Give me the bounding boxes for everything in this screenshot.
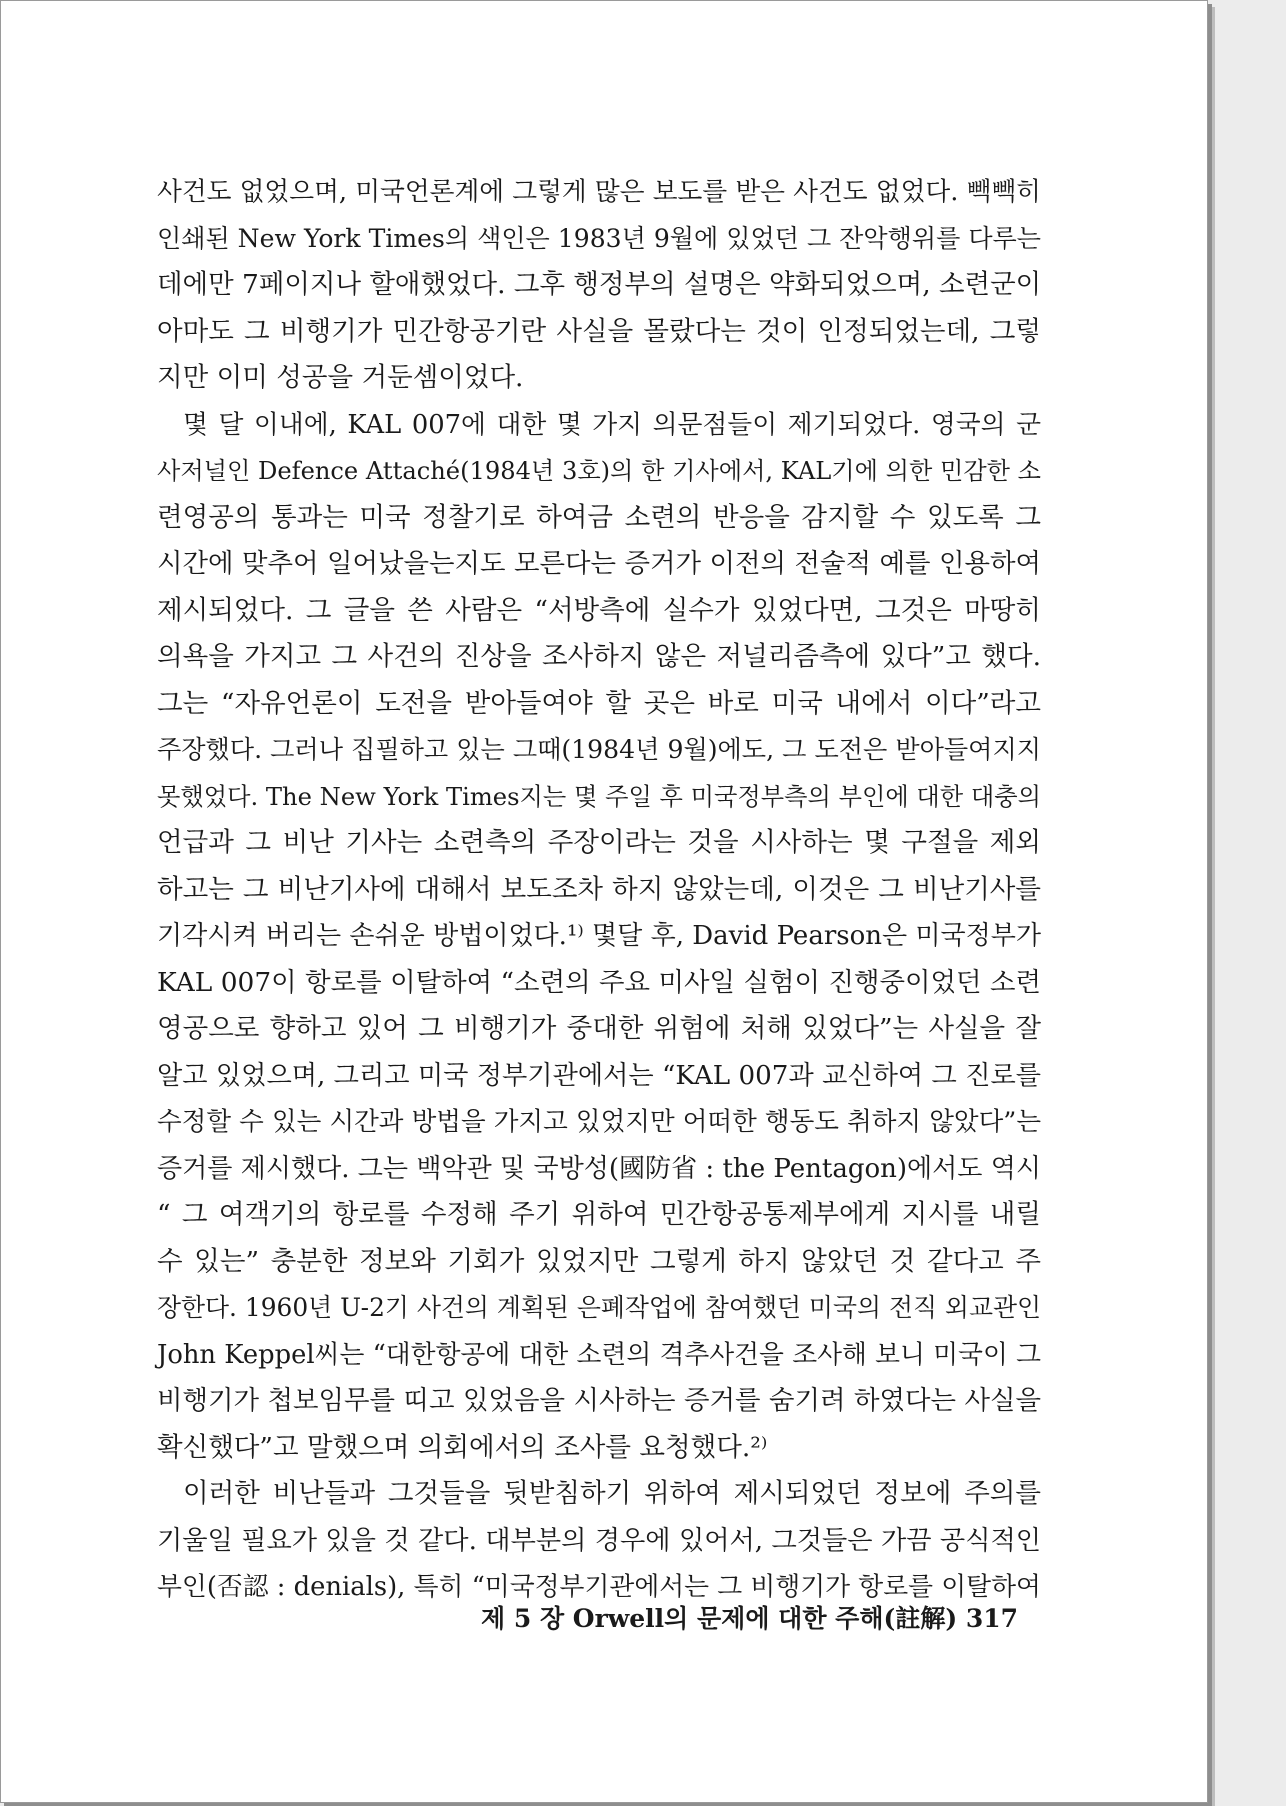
text-line: 의욕을 가지고 그 사건의 진상을 조사하지 않은 저널리즘측에 있다”고 했다. — [157, 641, 1041, 672]
text-line: 몇 달 이내에, KAL 007에 대한 몇 가지 의문점들이 제기되었다. 영국의 군 — [183, 409, 1041, 440]
text-line: 못했었다. The New York Times지는 몇 주일 후 미국정부측의 부인에 대한 대충의 — [157, 782, 1041, 811]
text-line: 사건도 없었으며, 미국언론계에 그렇게 많은 보도를 받은 사건도 없었다. 빽빽히 — [157, 177, 1041, 207]
text-line: “ 그 여객기의 항로를 수정해 주기 위하여 민간항공통제부에게 지시를 내릴 — [157, 1199, 1041, 1230]
text-line: 기울일 필요가 있을 것 같다. 대부분의 경우에 있어서, 그것들은 가끔 공식적인 — [157, 1525, 1041, 1556]
running-footer: 제 5 장 Orwell의 문제에 대한 주해(註解) 317 — [481, 1604, 1019, 1633]
text-line: John Keppel씨는 “대한항공에 대한 소련의 격추사건을 조사해 보니 미국이 그 — [157, 1339, 1041, 1370]
page-body-text — [157, 169, 1041, 1611]
text-line: 언급과 그 비난 기사는 소련측의 주장이라는 것을 시사하는 몇 구절을 제외 — [157, 827, 1041, 858]
text-line: 지만 이미 성공을 거둔셈이었다. — [157, 362, 524, 393]
text-line: 기각시켜 버리는 손쉬운 방법이었다.¹⁾ 몇달 후, David Pearson은 미국정부가 — [157, 921, 1041, 951]
text-line: 확신했다”고 말했으며 의회에서의 조사를 요청했다.²⁾ — [157, 1431, 768, 1463]
text-line: 수 있는” 충분한 정보와 기회가 있었지만 그렇게 하지 않았던 것 같다고 주 — [157, 1245, 1041, 1277]
text-line: 비행기가 첩보임무를 띠고 있었음을 시사하는 증거를 숨기려 하였다는 사실을 — [157, 1385, 1041, 1416]
text-line: 그는 “자유언론이 도전을 받아들여야 할 곳은 바로 미국 내에서 이다”라고 — [157, 687, 1041, 719]
text-line: 영공으로 향하고 있어 그 비행기가 중대한 위험에 처해 있었다”는 사실을 잘 — [157, 1013, 1041, 1044]
text-line: 련영공의 통과는 미국 정찰기로 하여금 소련의 반응을 감지할 수 있도록 그 — [157, 501, 1041, 533]
text-line: KAL 007이 항로를 이탈하여 “소련의 주요 미사일 실험이 진행중이었던 소련 — [157, 966, 1041, 998]
text-line: 제시되었다. 그 글을 쓴 사람은 “서방측에 실수가 있었다면, 그것은 마땅히 — [157, 594, 1041, 626]
text-line: 데에만 7페이지나 할애했었다. 그후 행정부의 설명은 약화되었으며, 소련군이 — [157, 269, 1042, 300]
text-line: 장한다. 1960년 U-2기 사건의 계획된 은폐작업에 참여했던 미국의 전직 외교관인 — [157, 1293, 1041, 1322]
text-line: 인쇄된 New York Times의 색인은 1983년 9월에 있었던 그 잔악행위를 다루는 — [157, 223, 1041, 253]
text-line: 시간에 맞추어 일어났을는지도 모른다는 증거가 이전의 전술적 예를 인용하여 — [157, 548, 1041, 579]
text-line: 사저널인 Defence Attaché(1984년 3호)의 한 기사에서, KAL기에 의한 민감한 소 — [157, 457, 1041, 485]
text-line: 증거를 제시했다. 그는 백악관 및 국방성(國防省 : the Pentagon)에서도 역시 — [157, 1153, 1041, 1184]
text-line: 아마도 그 비행기가 민간항공기란 사실을 몰랐다는 것이 인정되었는데, 그렇 — [157, 315, 1041, 347]
text-line: 이러한 비난들과 그것들을 뒷받침하기 위하여 제시되었던 정보에 주의를 — [183, 1478, 1041, 1509]
text-line: 알고 있었으며, 그리고 미국 정부기관에서는 “KAL 007과 교신하여 그 진로를 — [157, 1060, 1041, 1091]
text-line: 수정할 수 있는 시간과 방법을 가지고 있었지만 어떠한 행동도 취하지 않았다”는 — [157, 1107, 1041, 1137]
text-line: 주장했다. 그러나 집필하고 있는 그때(1984년 9월)에도, 그 도전은 받아들여지지 — [157, 735, 1041, 764]
text-line: 부인(否認 : denials), 특히 “미국정부기관에서는 그 비행기가 항로를 이탈하여 — [157, 1572, 1041, 1602]
text-line: 하고는 그 비난기사에 대해서 보도조차 하지 않았는데, 이것은 그 비난기사를 — [157, 873, 1041, 905]
